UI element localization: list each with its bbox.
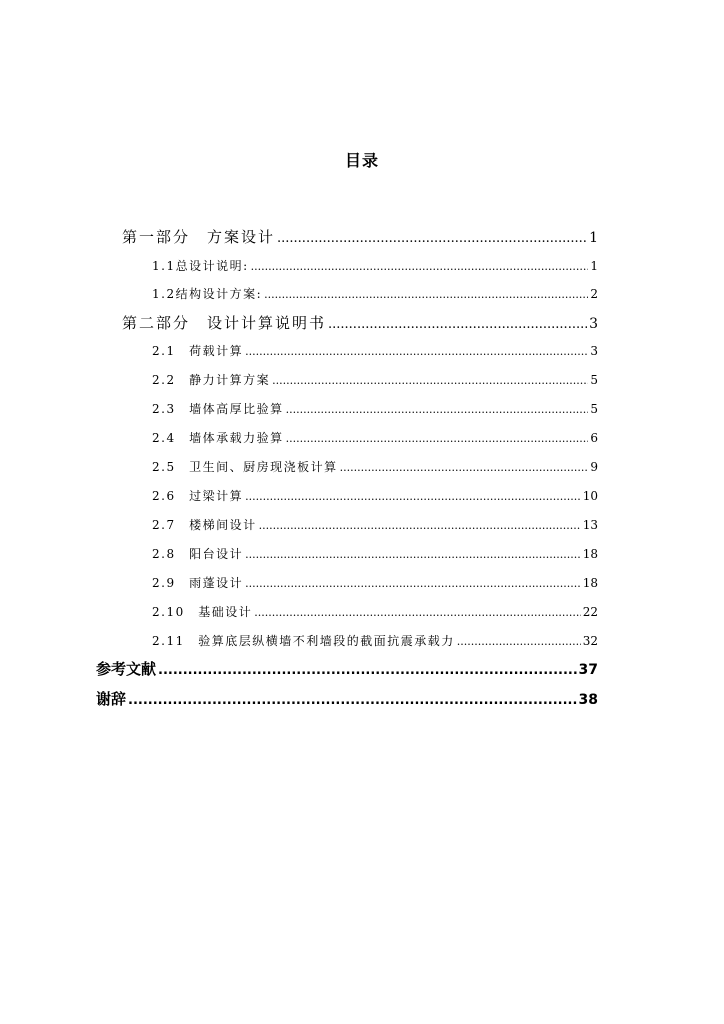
toc-entry-label: 1.2结构设计方案: [152,287,263,301]
toc-entry-label: 2.9 雨蓬设计 [152,576,244,590]
toc-entry-2-8[interactable] [152,545,598,562]
toc-entry-label: 2.6 过梁计算 [152,489,244,503]
toc-entry-2-6[interactable] [152,487,598,504]
toc-entry-page: 10 [582,489,598,503]
toc-entry-page: 3 [589,316,598,332]
toc-entry-page: 18 [582,547,598,561]
toc-entry-label: 2.1 荷载计算 [152,344,244,358]
toc-entry-label: 谢辞 [96,690,127,708]
dot-leader [158,663,577,678]
toc-entry-label: 2.10 基础设计 [152,605,253,619]
toc-entry-label: 2.8 阳台设计 [152,547,244,561]
toc-entry-page: 6 [590,431,598,445]
toc-entry-page: 38 [578,692,598,708]
toc-entry-label: 2.7 楼梯间设计 [152,518,257,532]
toc-entry-page: 32 [582,634,598,648]
toc-entry-page: 22 [582,605,598,619]
toc-entry-2-9[interactable] [152,574,598,591]
toc-entry-2-2[interactable] [152,371,598,388]
dot-leader [264,288,588,301]
toc-entry-2-10[interactable] [152,603,598,620]
toc-entry-label: 2.5 卫生间、厨房现浇板计算 [152,460,338,474]
dot-leader [254,606,580,619]
toc-entry-page: 13 [582,518,598,532]
toc-entry-label: 2.3 墙体高厚比验算 [152,402,284,416]
toc-entry-page: 5 [590,373,598,387]
toc-entry-page: 18 [582,576,598,590]
toc-entry-label: 参考文献 [96,660,157,678]
toc-entry-references[interactable] [96,658,598,679]
dot-leader [245,490,581,503]
toc-entry-2-5[interactable] [152,458,598,475]
toc-entry-2-7[interactable] [152,516,598,533]
toc-entry-2-3[interactable] [152,400,598,417]
dot-leader [286,403,589,416]
toc-entry-2-4[interactable] [152,429,598,446]
dot-leader [328,317,587,332]
toc-entry-page: 37 [578,662,598,678]
toc-entry-1-2[interactable] [152,285,598,302]
dot-leader [259,519,581,532]
toc-entry-label: 2.11 验算底层纵横墙不利墙段的截面抗震承载力 [152,634,455,648]
toc-entry-label: 第一部分 方案设计 [122,228,276,246]
toc-entry-page: 2 [590,287,598,301]
toc-entry-page: 1 [590,259,598,273]
toc-entry-2-11[interactable] [152,632,598,649]
toc-entry-1-1[interactable] [152,257,598,274]
toc-entry-page: 1 [589,230,598,246]
toc-entry-part-2[interactable] [122,312,598,333]
toc-entry-page: 5 [590,402,598,416]
page-title: 目录 [344,151,379,170]
dot-leader [251,260,589,273]
dot-leader [128,693,577,708]
toc-entry-2-1[interactable] [152,342,598,359]
toc-entry-label: 1.1总设计说明: [152,259,249,273]
dot-leader [245,548,581,561]
dot-leader [272,374,588,387]
toc-entry-label: 2.2 静力计算方案 [152,373,271,387]
dot-leader [340,461,589,474]
dot-leader [286,432,589,445]
toc-entry-page: 9 [590,460,598,474]
toc-entry-label: 2.4 墙体承载力验算 [152,431,284,445]
toc-entry-acknowledgements[interactable] [96,688,598,709]
toc-entry-part-1[interactable] [122,226,598,247]
dot-leader [277,231,587,246]
dot-leader [245,345,588,358]
dot-leader [245,577,581,590]
toc-entry-page: 3 [590,344,598,358]
dot-leader [457,635,581,648]
toc-entry-label: 第二部分 设计计算说明书 [122,314,327,332]
